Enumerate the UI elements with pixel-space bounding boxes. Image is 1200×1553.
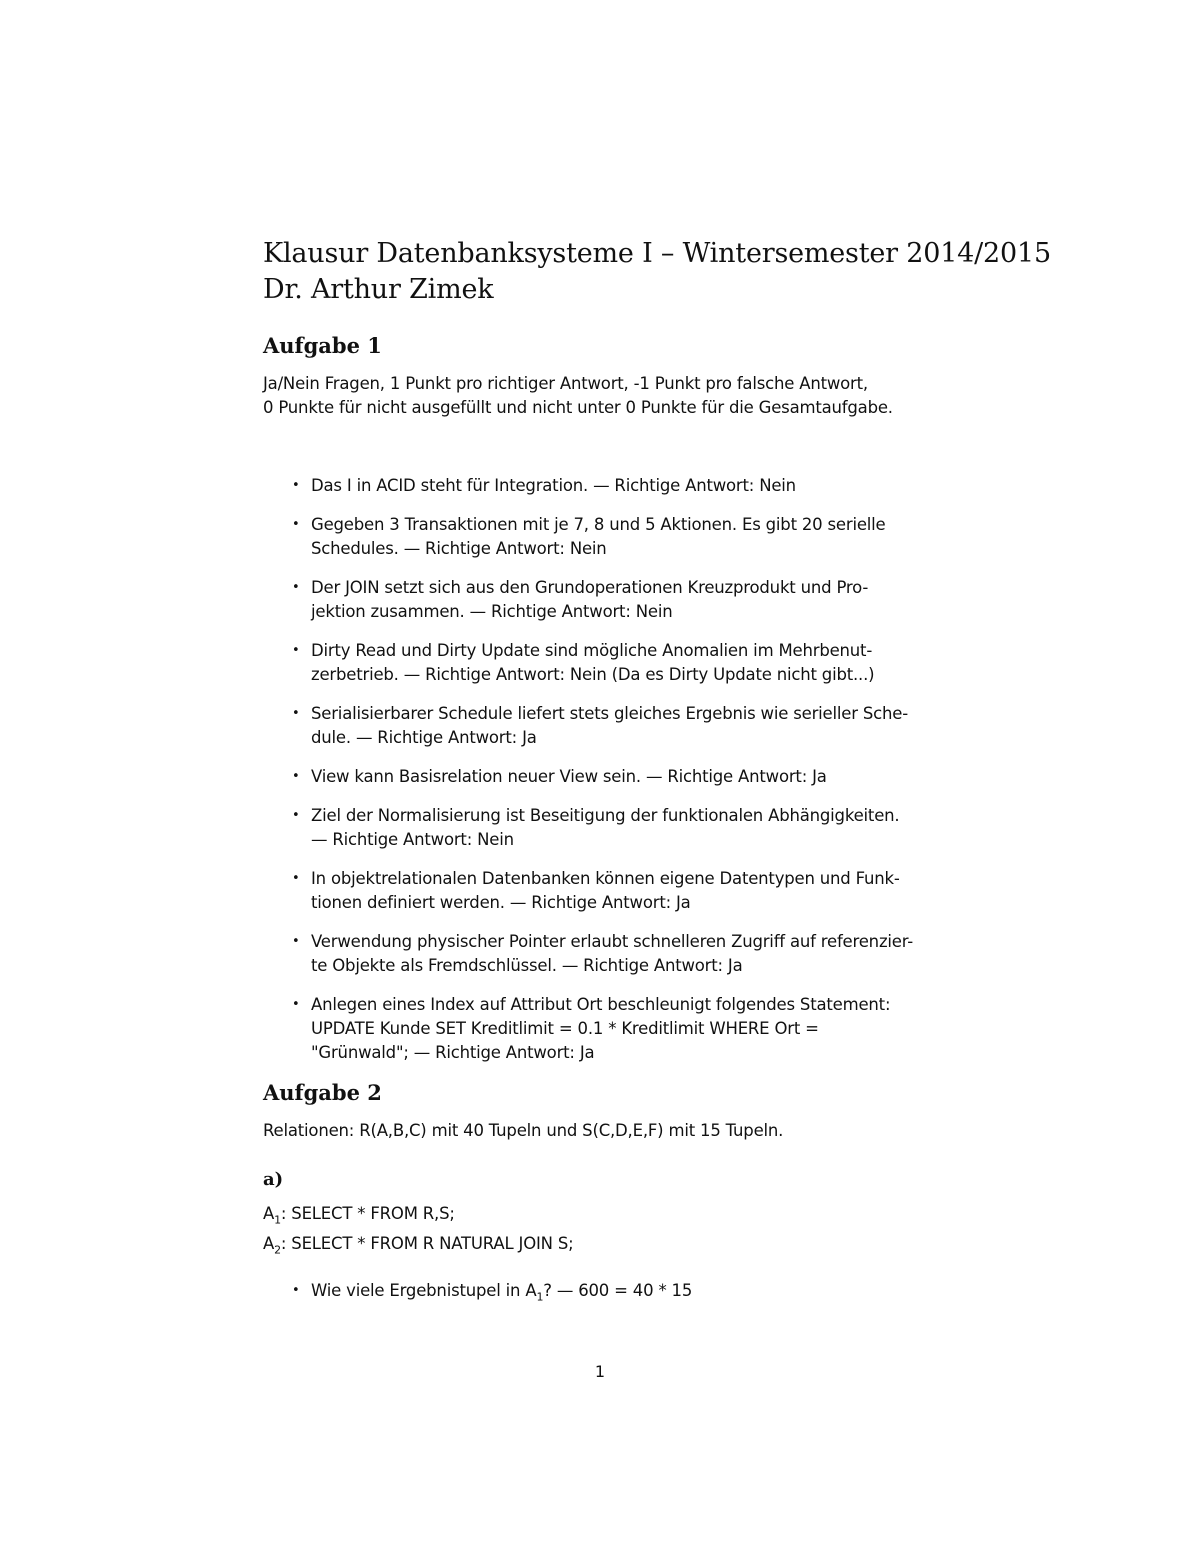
item-line: View kann Basisrelation neuer View sein. — Richtige Antwort: Ja bbox=[311, 767, 827, 786]
subtask-a-question-list bbox=[263, 1279, 943, 1309]
document-title bbox=[263, 236, 1051, 308]
question-subscript: 1 bbox=[536, 1289, 544, 1303]
aufgabe-2-heading: Aufgabe 2 bbox=[263, 1080, 382, 1105]
item-line: Der JOIN setzt sich aus den Grundoperationen Kreuzprodukt und Pro- bbox=[311, 578, 869, 597]
query-text: : SELECT * FROM R,S; bbox=[280, 1204, 455, 1223]
bullet-icon: • bbox=[292, 769, 300, 784]
subtask-a-queries bbox=[263, 1202, 943, 1263]
item-line: In objektrelationalen Datenbanken können eigene Datentypen und Funk- bbox=[311, 869, 900, 888]
list-item bbox=[263, 576, 943, 624]
item-line: Gegeben 3 Transaktionen mit je 7, 8 und 5 Aktionen. Es gibt 20 serielle bbox=[311, 515, 886, 534]
list-item bbox=[263, 474, 943, 498]
item-line: Dirty Read und Dirty Update sind mögliche Anomalien im Mehrbenut- bbox=[311, 641, 873, 660]
bullet-icon: • bbox=[292, 517, 300, 532]
question-text-pre: Wie viele Ergebnistupel in A bbox=[311, 1280, 537, 1300]
bullet-icon: • bbox=[292, 808, 300, 823]
item-line: Serialisierbarer Schedule liefert stets gleiches Ergebnis wie serieller Sche- bbox=[311, 704, 908, 723]
aufgabe-1-intro bbox=[263, 372, 943, 420]
aufgabe-1-question-list bbox=[263, 474, 943, 1065]
item-line: Ziel der Normalisierung ist Beseitigung der funktionalen Abhängigkeiten. bbox=[311, 806, 900, 825]
item-line: zerbetrieb. — Richtige Antwort: Nein (Da es Dirty Update nicht gibt...) bbox=[311, 665, 875, 684]
item-line: Anlegen eines Index auf Attribut Ort beschleunigt folgendes Statement: bbox=[311, 995, 891, 1014]
list-item bbox=[263, 867, 943, 915]
list-item bbox=[263, 513, 943, 561]
query-label: A bbox=[263, 1204, 275, 1223]
list-item bbox=[263, 702, 943, 750]
query-subscript: 2 bbox=[274, 1243, 281, 1257]
query-line-a1 bbox=[263, 1202, 943, 1232]
list-item bbox=[263, 639, 943, 687]
item-line: dule. — Richtige Antwort: Ja bbox=[311, 728, 537, 747]
query-subscript: 1 bbox=[274, 1213, 281, 1227]
intro-line-1: Ja/Nein Fragen, 1 Punkt pro richtiger Antwort, -1 Punkt pro falsche Antwort, bbox=[263, 374, 868, 393]
list-item bbox=[263, 930, 943, 978]
item-line: "Grünwald"; — Richtige Antwort: Ja bbox=[311, 1043, 595, 1062]
list-item bbox=[263, 1279, 943, 1309]
item-line: Das I in ACID steht für Integration. — Richtige Antwort: Nein bbox=[311, 476, 796, 495]
bullet-icon: • bbox=[292, 1282, 300, 1298]
list-item bbox=[263, 993, 943, 1065]
page-content bbox=[263, 236, 1051, 1324]
item-line: te Objekte als Fremdschlüssel. — Richtige Antwort: Ja bbox=[311, 956, 743, 975]
question-text-post: ? — 600 = 40 * 15 bbox=[543, 1280, 693, 1300]
item-line: Verwendung physischer Pointer erlaubt schnelleren Zugriff auf referenzier- bbox=[311, 932, 914, 951]
item-line: — Richtige Antwort: Nein bbox=[311, 830, 514, 849]
item-line: jektion zusammen. — Richtige Antwort: Nein bbox=[311, 602, 673, 621]
query-text: : SELECT * FROM R NATURAL JOIN S; bbox=[280, 1234, 574, 1254]
query-label: A bbox=[263, 1234, 275, 1254]
bullet-icon: • bbox=[292, 643, 300, 658]
bullet-icon: • bbox=[292, 934, 300, 949]
page-number: 1 bbox=[594, 1362, 606, 1381]
bullet-icon: • bbox=[292, 706, 300, 721]
query-line-a2 bbox=[263, 1232, 943, 1262]
bullet-icon: • bbox=[292, 871, 300, 886]
aufgabe-1-heading: Aufgabe 1 bbox=[263, 333, 382, 358]
item-line: tionen definiert werden. — Richtige Antwort: Ja bbox=[311, 893, 691, 912]
subtask-a-heading: a) bbox=[263, 1169, 284, 1190]
item-line: UPDATE Kunde SET Kreditlimit = 0.1 * Kreditlimit WHERE Ort = bbox=[311, 1019, 819, 1038]
list-item bbox=[263, 804, 943, 852]
title-line-1: Klausur Datenbanksysteme I – Wintersemester 2014/2015 bbox=[263, 238, 1051, 269]
bullet-icon: • bbox=[292, 580, 300, 595]
bullet-icon: • bbox=[292, 997, 300, 1012]
title-line-2: Dr. Arthur Zimek bbox=[263, 274, 494, 305]
item-line: Schedules. — Richtige Antwort: Nein bbox=[311, 539, 607, 558]
aufgabe-2-intro: Relationen: R(A,B,C) mit 40 Tupeln und S(C,D,E,F) mit 15 Tupeln. bbox=[263, 1121, 784, 1140]
bullet-icon: • bbox=[292, 478, 300, 493]
list-item bbox=[263, 765, 943, 789]
intro-line-2: 0 Punkte für nicht ausgefüllt und nicht unter 0 Punkte für die Gesamtaufgabe. bbox=[263, 398, 893, 417]
